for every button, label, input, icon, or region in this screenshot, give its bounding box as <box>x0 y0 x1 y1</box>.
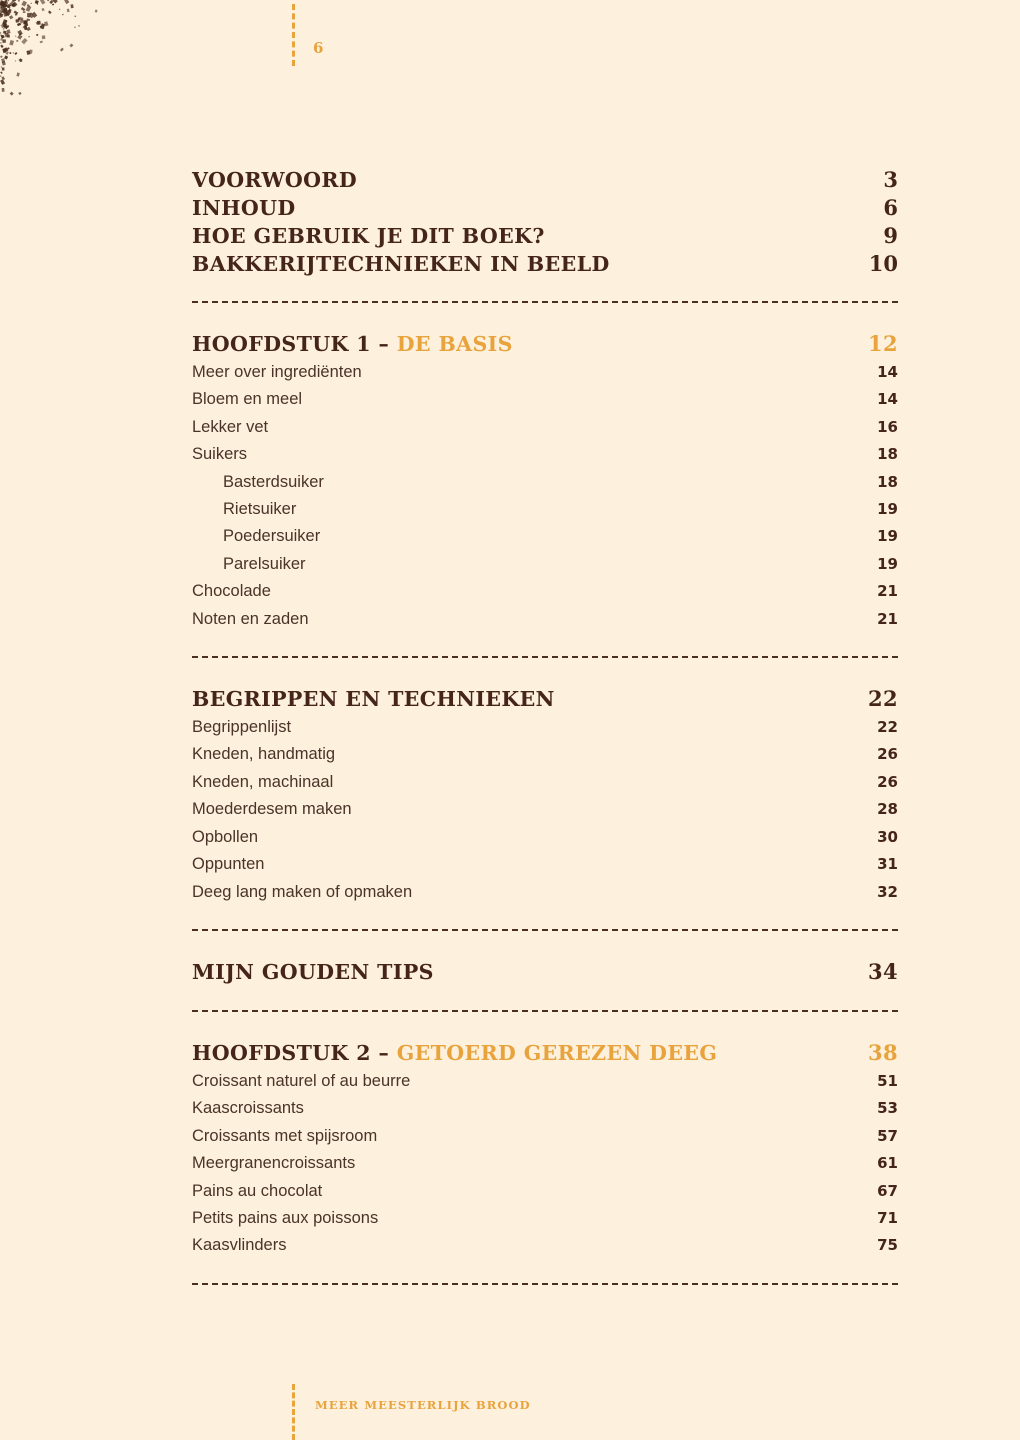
toc-entry[interactable] <box>192 414 898 441</box>
corner-splatter-decoration <box>0 0 120 120</box>
spacer <box>192 906 898 929</box>
section-heading-label <box>192 1038 717 1068</box>
toc-entry-page: 75 <box>877 1236 898 1255</box>
toc-entry-label: Chocolade <box>192 582 271 601</box>
footer-dashed-rule <box>292 1384 295 1440</box>
section-heading-page: 12 <box>867 331 898 356</box>
spacer <box>192 1260 898 1283</box>
toc-entry-page: 14 <box>877 390 898 409</box>
toc-entry-label: Begrippenlijst <box>192 718 292 737</box>
toc-entry[interactable] <box>192 1178 898 1205</box>
spacer <box>192 1012 898 1038</box>
toc-sub-entry[interactable] <box>192 551 898 578</box>
toc-entry-page: 32 <box>877 882 898 901</box>
toc-sub-entry[interactable] <box>192 523 898 550</box>
toc-entry-page: 14 <box>877 363 898 381</box>
spacer <box>192 931 898 957</box>
toc-entry-label: VOORWOORD <box>192 168 357 192</box>
toc-entry[interactable] <box>192 769 898 796</box>
toc-entry-label: Kneden, machinaal <box>192 772 334 791</box>
section-heading-label <box>192 957 434 987</box>
toc-entry-label: INHOUD <box>192 196 296 220</box>
toc-entry-label: Kaascroissants <box>192 1099 304 1118</box>
toc-sub-entry[interactable] <box>192 469 898 496</box>
toc-entry-page: 67 <box>877 1181 898 1200</box>
toc-entry-label: Poedersuiker <box>223 527 321 546</box>
toc-entry[interactable] <box>192 359 898 386</box>
section-list <box>192 278 898 1285</box>
section-heading-page: 22 <box>867 686 898 712</box>
toc-entry-page: 61 <box>877 1154 898 1173</box>
spacer <box>192 987 898 1010</box>
toc-entry-page: 71 <box>877 1208 898 1227</box>
section-heading-label <box>192 684 555 714</box>
toc-entry-label: Pains au chocolat <box>192 1181 323 1200</box>
toc-entry[interactable] <box>192 606 898 633</box>
section-heading-prefix: HOOFDSTUK 1 – <box>192 332 397 356</box>
toc-entry-page: 31 <box>877 855 898 874</box>
page-number: 6 <box>313 39 324 57</box>
toc-entry[interactable] <box>192 578 898 605</box>
toc-front-row[interactable] <box>192 250 898 278</box>
toc-entry-label: Basterdsuiker <box>223 472 324 491</box>
toc-entry-page: 18 <box>877 445 898 464</box>
toc-entry-page: 57 <box>877 1126 898 1145</box>
page-folio-marker <box>292 0 323 66</box>
section-heading[interactable] <box>192 329 898 359</box>
toc-entry[interactable] <box>192 879 898 906</box>
toc-entry-page: 21 <box>877 609 898 628</box>
toc-entry[interactable] <box>192 1068 898 1095</box>
toc-entry-label: Meer over ingrediënten <box>192 363 362 381</box>
section-heading-prefix: MIJN GOUDEN TIPS <box>192 959 434 984</box>
toc-entry-label: Kaasvlinders <box>192 1236 287 1255</box>
toc-front-row[interactable] <box>192 222 898 250</box>
toc-front-row[interactable] <box>192 166 898 194</box>
toc-entry[interactable] <box>192 1232 898 1259</box>
page-footer <box>292 1384 531 1440</box>
toc-entry-label: Opbollen <box>192 827 259 846</box>
toc-entry-label: Deeg lang maken of opmaken <box>192 882 413 901</box>
toc-entry[interactable] <box>192 824 898 851</box>
toc-entry-page: 28 <box>877 800 898 819</box>
toc-entry-page: 53 <box>877 1099 898 1118</box>
toc-entry-label: Meergranencroissants <box>192 1154 356 1173</box>
toc-entry-label: Croissant naturel of au beurre <box>192 1071 411 1090</box>
toc-entry-label: BAKKERIJTECHNIEKEN IN BEELD <box>192 252 610 276</box>
toc-entry[interactable] <box>192 796 898 823</box>
toc-entry-page: 26 <box>877 772 898 791</box>
section-heading-prefix: BEGRIPPEN EN TECHNIEKEN <box>192 687 555 712</box>
toc-entry-page: 51 <box>877 1071 898 1090</box>
section-heading[interactable] <box>192 684 898 714</box>
toc-entry-page: 22 <box>877 718 898 737</box>
toc-entry-label: Parelsuiker <box>223 554 306 573</box>
toc-entry[interactable] <box>192 1123 898 1150</box>
spacer <box>192 303 898 329</box>
toc-entry-label: Bloem en meel <box>192 390 303 409</box>
toc-entry[interactable] <box>192 741 898 768</box>
toc-entry-label: Kneden, handmatig <box>192 745 336 764</box>
spacer <box>192 633 898 656</box>
toc-entry[interactable] <box>192 386 898 413</box>
section-heading-accent: DE BASIS <box>396 332 513 356</box>
toc-sub-entry[interactable] <box>192 496 898 523</box>
spacer <box>192 278 898 301</box>
front-matter-list <box>192 166 898 278</box>
section-heading-label <box>192 329 513 359</box>
toc-entry-label: Petits pains aux poissons <box>192 1208 379 1227</box>
spacer <box>192 658 898 684</box>
section-heading-page: 38 <box>867 1039 898 1065</box>
toc-entry-page: 26 <box>877 745 898 764</box>
footer-title: MEER MEESTERLIJK BROOD <box>315 1398 531 1412</box>
toc-entry-page: 19 <box>877 500 898 519</box>
toc-entry-label: Suikers <box>192 445 248 464</box>
toc-entry[interactable] <box>192 714 898 741</box>
section-heading-page: 34 <box>867 958 898 984</box>
toc-front-row[interactable] <box>192 194 898 222</box>
toc-entry-label: Oppunten <box>192 855 265 874</box>
section-heading-accent: GETOERD GEREZEN DEEG <box>396 1040 718 1065</box>
section-heading-prefix: HOOFDSTUK 2 – <box>192 1040 397 1065</box>
toc-entry[interactable] <box>192 1205 898 1232</box>
toc-entry[interactable] <box>192 441 898 468</box>
toc-entry-page: 19 <box>877 527 898 546</box>
toc-entry-label: Rietsuiker <box>223 500 297 519</box>
section-separator <box>192 1283 898 1285</box>
toc-entry-label: HOE GEBRUIK JE DIT BOEK? <box>192 224 545 248</box>
toc-entry-page: 9 <box>883 223 898 248</box>
toc-entry-page: 30 <box>877 827 898 846</box>
toc-entry-label: Moederdesem maken <box>192 800 352 819</box>
toc-entry-page: 18 <box>877 472 898 491</box>
toc-entry-page: 21 <box>877 582 898 601</box>
toc-entry-label: Croissants met spijsroom <box>192 1126 378 1145</box>
toc-entry[interactable] <box>192 851 898 878</box>
toc-entry[interactable] <box>192 1150 898 1177</box>
toc-entry-page: 19 <box>877 554 898 573</box>
toc-entry-page: 16 <box>877 417 898 436</box>
toc-entry-page: 3 <box>883 167 898 192</box>
toc-entry-label: Noten en zaden <box>192 609 309 628</box>
toc-entry[interactable] <box>192 1095 898 1122</box>
section-heading[interactable] <box>192 1038 898 1068</box>
section-heading[interactable] <box>192 957 898 987</box>
folio-dashed-rule <box>292 4 295 66</box>
table-of-contents <box>192 166 898 1285</box>
toc-entry-page: 6 <box>883 195 898 220</box>
toc-entry-page: 10 <box>868 251 898 276</box>
toc-entry-label: Lekker vet <box>192 417 269 436</box>
